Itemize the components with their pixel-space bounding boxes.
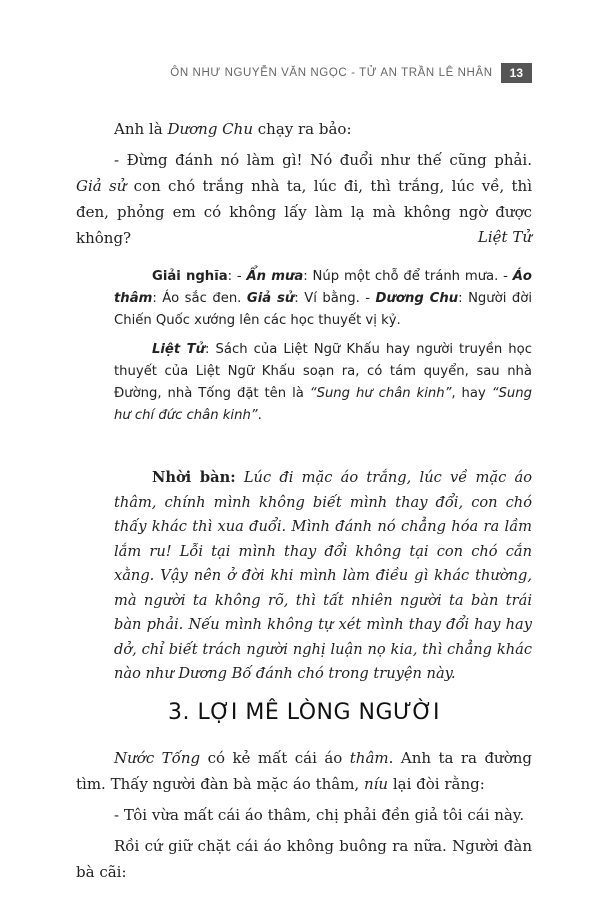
section-heading: 3. LỢI MÊ LÒNG NGƯỜI — [168, 700, 440, 725]
running-title: ÔN NHƯ NGUYỄN VĂN NGỌC - TỬ AN TRẦN LÊ NHÂN — [170, 67, 493, 79]
running-header — [160, 62, 532, 84]
section-paragraph-3: Rồi cứ giữ chặt cái áo không buông ra nữa. Người đàn bà cãi: — [76, 837, 532, 881]
name-duong-chu: Dương Chu — [167, 120, 253, 138]
glossary-label: Giải nghĩa — [152, 269, 228, 284]
story-intro: Anh là Dương Chu chạy ra bảo: — [114, 120, 352, 138]
page-number-badge: 13 — [501, 63, 532, 83]
source-attribution: Liệt Tử — [477, 228, 532, 246]
section-paragraph-1: Nước Tống có kẻ mất cái áo thâm. Anh ta ra đường tìm. Thấy người đàn bà mặc áo thâm, níu lại đòi rằng: — [76, 749, 532, 793]
story-speech: - Đừng đánh nó làm gì! Nó đuổi như thế cũng phải. Giả sử con chó trắng nhà ta, lúc đi, thì trắng, lúc về, thì đen, phỏng em có không lấy làm lạ mà không ngờ được không? — [76, 151, 532, 247]
glossary-block: Giải nghĩa: - Ẩn mưa: Núp một chỗ để tránh mưa. - Áo thâm: Áo sắc đen. Giả sử: Ví bằng. - Dương Chu: Người đời Chiến Quốc xướng lên các học thuyết vị kỷ. Liệt Tử: Sách của Liệt Ngữ Khấu hay người truyền học thuyết của Liệt Ngữ Khấu soạn ra, có tám quyển, sau nhà Đường, nhà Tống đặt tên là “Sung hư chân kinh”, hay “Sung hư chí đức chân kinh”. — [114, 269, 532, 423]
commentary-label: Nhời bàn: — [152, 469, 236, 486]
section-paragraph-2: - Tôi vừa mất cái áo thâm, chị phải đền giả tôi cái này. — [114, 806, 525, 824]
commentary-text: Lúc đi mặc áo trắng, lúc về mặc áo thâm, chính mình không biết mình thay đổi, con chó thấy khác thì xua đuổi. Mình đánh nó chẳng hóa ra lầm lắm ru! Lỗi tại mình thay đổi không tại con chó cắn xằng. Vậy nên ở đời khi mình làm điều gì khác thường, mà người ta không rõ, thì tất nhiên người ta bàn trái bàn phải. Nếu mình không tự xét mình thay đổi hay hay dở, chỉ biết trách người nghị luận nọ kia, thì chẳng khác nào như Dương Bố đánh chó trong truyện này. — [114, 469, 532, 682]
commentary-block — [114, 466, 532, 687]
